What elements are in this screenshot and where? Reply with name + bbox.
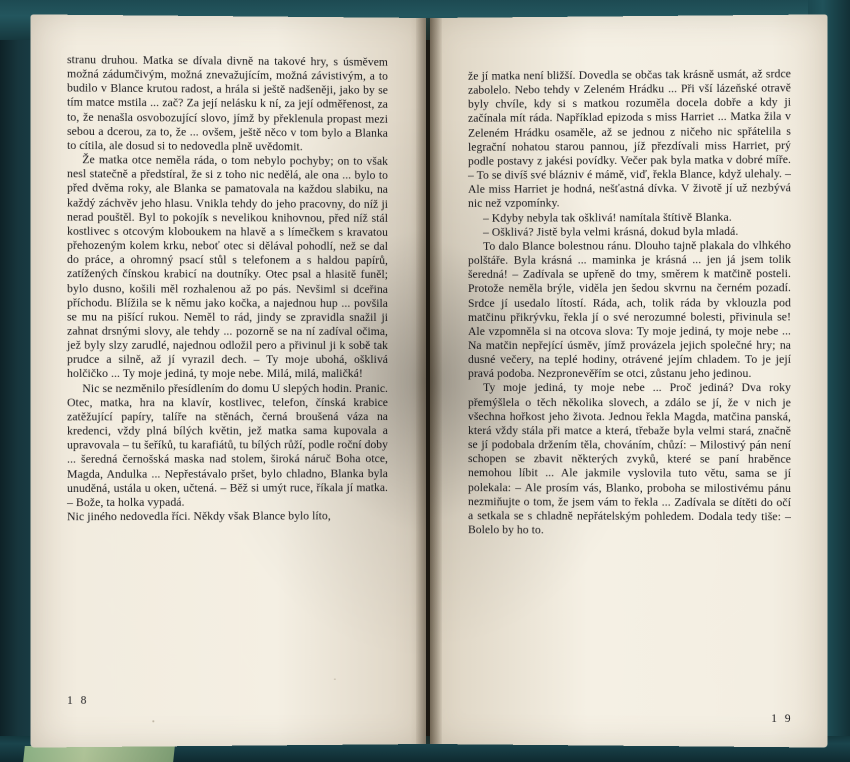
paper-speck (334, 679, 336, 680)
paragraph: že jí matka není bližší. Dovedla se občas tak krásně usmát, až srdce zabolelo. Nebo tehdy v Zeleném Hrádku ... Při vší lázeňské otravě byly chvíle, kdy si s matkou rozuměla docela dobře a kdy ji začínala mít ráda. Například epizoda s miss Harriet ... Matka žila v Zeleném Hrádku osaměle, až se jednou z ničeho nic spřátelila s legrační nohatou starou pannou, jíž přezdívali miss Harriet, prý podle postavy z jakési povídky. Večer pak byla matka v dobré míře. – To se divíš své blázniv é mámě, viď, řekla Blance, když ulehaly. – Ale miss Harriet je hodná, nešťastná dívka. V životě jí už nezbývá nic než vzpomínky. (468, 67, 792, 211)
paragraph: Nic jiného nedovedla říci. Někdy však Blance bylo líto, (67, 509, 331, 524)
right-page (430, 14, 828, 747)
page-number-left: 1 8 (67, 694, 89, 707)
open-book (34, 18, 824, 744)
paper-speck (152, 720, 154, 722)
paragraph: Nic se nezměnilo přesídlením do domu U slepých hodin. Pranic. Otec, matka, hra na klavír, kostlivec, telefon, čínská krabice zatěžující papíry, talíře na stěnách, černá broušená váza na kredenci, vždy plná bílých květin, jež matka sama kupovala a upravovala – tu šeříků, tu karafiátů, tu bílých růží, podle roční doby ... šeredná černošská maska nad stolem, široká náruč Boha otce, Magda, Andulka ... Nepřestávalo pršet, bylo chladno, Blanka byla unuděná, ustála u oken, učtená. – Běž si umýt ruce, říkala jí matka. – Bože, ta holka vypadá. (67, 381, 388, 509)
left-page-text-column (67, 53, 388, 524)
left-page (30, 14, 426, 747)
book-ribbon (23, 746, 175, 762)
paragraph: – Kdyby nebyla tak ošklivá! namítala štítivě Blanka. (483, 210, 732, 225)
right-page-text-column (468, 67, 791, 538)
paragraph: stranu druhou. Matka se dívala divně na takové hry, s úsměvem možná zádumčivým, možná znevažujícím, možná závistivým, a to budilo v Blance krutou radost, a hrála si ještě nadšeněji, jako by se tím matce mstila ... zač? Za její nelásku k ní, za její odměřenost, za to, že nenašla osvobozující slovo, jímž by překlenula propast mezi sebou a dcerou, za to, že ... ovšem, ještě něco v tom bylo a Blanka to cítila, ale dosud si to nedovedla plně uvědomit. (67, 53, 388, 154)
paragraph: Že matka otce neměla ráda, o tom nebylo pochyby; on to však nesl statečně a předstíral, že si z toho nic nedělá, ale ona ... bylo to před dvěma roky, ale Blanka se pamatovala na každou slabiku, na každý záchvěv jeho hlasu. Vnikla tehdy do jeho pracovny, do níž ji nerad pouštěl. Byl to pokojík s nevelikou knihovnou, před níž stál kostlivec s otcovým kloboukem na hlavě a s límečkem s kravatou přehozeným kolem krku, neboť otec si dělával pohodlí, než se dal do práce, a ohromný psací stůl s telefonem a s haldou papírů, zatížených čínskou krabicí na doutníky. Otec psal a hlasitě funěl; bylo dusno, košili měl rozhalenou až po pás. Nevšiml si dceřina příchodu. Blížila se k němu jako kočka, a najednou hup ... povšila se mu na pišící rukou. Neměl to rád, jindy se zpravidla snažil ji zahnat drsnými slovy, ale tehdy ... pozorně se na ní zadíval očima, jež byly slzy zarudlé, najednou odložil pero a přivinul ji k sobě tak prudce a silně, až jí vyrazil dech. – Ty moje ubohá, ošklivá holčičko ... Ty moje jediná, ty moje nebe. Milá, milá, maličká! (67, 153, 388, 381)
page-number-right: 1 9 (771, 712, 794, 726)
paragraph: To dalo Blance bolestnou ránu. Dlouho tajně plakala do vlhkého polštáře. Byla krásná ... maminka je krásná ... jen já jsem tolik šeredná! – Zadívala se upřeně do tmy, směrem k matčině posteli. Protože neměla brýle, viděla jen šedou skvrnu na černém pozadí. Srdce jí usedalo lítostí. Ráda, ach, tolik ráda by vklouzla pod matčinu přikrývku, řekla jí o své nerozumné bolesti, přivinula se! Ale vzpomněla si na otcova slova: Ty moje jediná, ty moje nebe ... Na matčin nepřející úsměv, jímž provázela jejich společné hry; na dusné večery, na teplé hodiny, otrávené jejím chladem. To je její pravá podoba. Nezpronevěřím se otci, zůstanu jeho jedinou. (468, 238, 792, 381)
paragraph: Ty moje jediná, ty moje nebe ... Proč jediná? Dva roky přemýšlela o těch několika slovech, a zdálo se jí, že v nich je všechna hořkost jeho života. Jednou řekla Magda, matčina panská, která vždy stála při matce a která, třebaže byla velmi stará, značně se jí podobala držením těla, chováním, chůzí: – Milostivý pán není schopen se zbavit některých zvyků, které se paní hraběnce nemohou líbit ... Ale jakmile vyslovila tuto větu, sama se jí polekala: – Ale prosím vás, Blanko, proboha se milostivému pánu nezmiňujte o tom, že jsem vám to řekla ... Zadívala se dítěti do očí a setkala se s chladně nepřátelským pohledem. Dodala tedy tiše: – Bolelo by ho to. (468, 381, 792, 537)
paragraph: – Ošklivá? Jistě byla velmi krásná, dokud byla mladá. (483, 224, 739, 239)
